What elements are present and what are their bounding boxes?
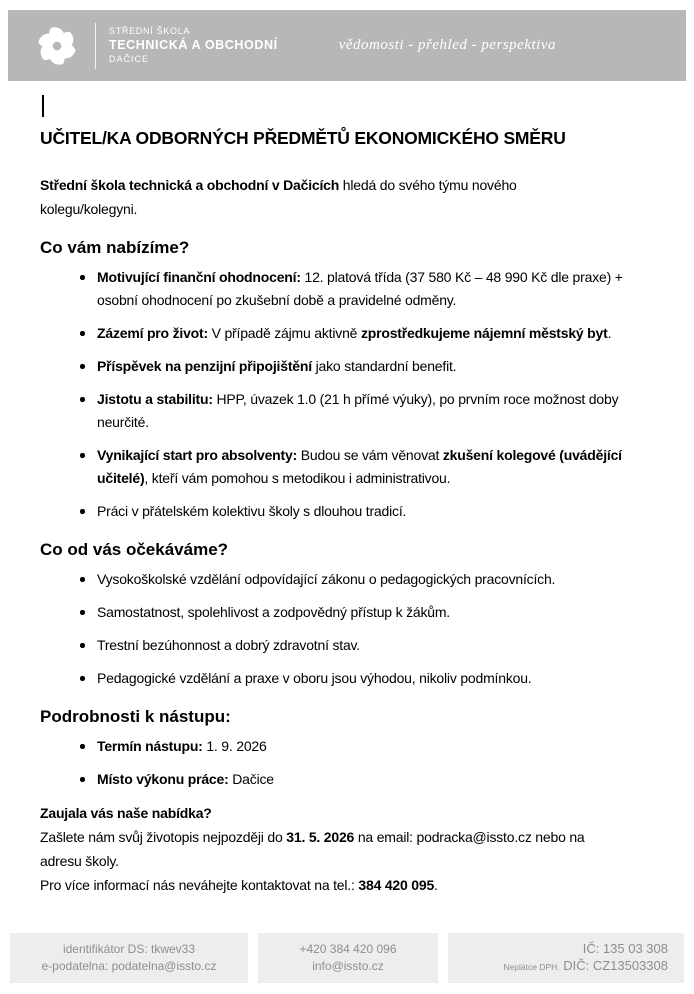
header-divider <box>95 23 96 69</box>
school-name-line3: DAČICE <box>109 53 150 64</box>
section-heading-offer: Co vám nabízíme? <box>40 238 190 257</box>
text-segment: Střední škola technická a obchodní v Dačicích <box>40 177 340 193</box>
text-segment: . <box>607 325 612 341</box>
closing-paragraph-1 <box>40 825 618 873</box>
section-heading-details: Podrobnosti k nástupu: <box>40 707 231 726</box>
ic-number: IČ: 135 03 308 <box>582 941 668 956</box>
list-item <box>75 667 632 690</box>
list-item <box>75 388 632 434</box>
list-item <box>75 500 632 523</box>
text-segment: Vysokoškolské vzdělání odpovídající zákonu o pedagogických pracovnících. <box>97 571 556 587</box>
text-segment: Příspěvek na penzijní připojištění <box>97 358 312 374</box>
school-name-line2: TECHNICKÁ A OBCHODNÍ <box>109 38 278 53</box>
text-segment: zprostředkujeme nájemní městský byt <box>360 325 608 341</box>
dic-number <box>448 957 668 976</box>
footer-box-databox <box>10 933 248 983</box>
expect-list <box>75 568 654 690</box>
text-segment: Jistotu a stabilitu: <box>97 391 213 407</box>
text-segment: Práci v přátelském kolektivu školy s dlouhou tradicí. <box>97 503 407 519</box>
page-title: UČITEL/KA ODBORNÝCH PŘEDMĚTŮ EKONOMICKÉHO SMĚRU <box>40 128 566 148</box>
text-segment: Pro více informací nás neváhejte kontaktovat na tel.: <box>40 877 359 893</box>
list-item <box>75 355 632 378</box>
document-body[interactable] <box>40 95 654 897</box>
list-item <box>75 634 632 657</box>
text-segment: Zašlete nám svůj životopis nejpozději do <box>40 829 287 845</box>
text-segment: Zázemí pro život: <box>97 325 208 341</box>
list-item <box>75 322 632 345</box>
vat-note: Neplátce DPH. <box>503 962 560 972</box>
e-podatelna-email: e-podatelna: podatelna@issto.cz <box>41 959 217 973</box>
info-email: info@issto.cz <box>312 959 384 973</box>
footer-box-contact <box>258 933 438 983</box>
text-segment: zkušení kolegové (uvádějící učitelé) <box>97 447 622 486</box>
text-segment: Vynikající start pro absolventy: <box>97 447 298 463</box>
text-segment: V případě zájmu aktivně <box>207 325 361 341</box>
list-item <box>75 444 632 490</box>
list-item <box>75 601 632 624</box>
school-pinwheel-logo-icon <box>34 23 80 69</box>
closing-question: Zaujala vás naše nabídka? <box>40 805 212 821</box>
intro-paragraph <box>40 173 602 221</box>
text-segment: Místo výkonu práce: <box>97 771 229 787</box>
text-segment: Trestní bezúhonnost a dobrý zdravotní stav. <box>97 637 360 653</box>
offer-list <box>75 266 654 523</box>
text-segment: 12. platová třída (37 580 Kč – 48 990 Kč dle praxe) + osobní ohodnocení po zkušební době a pravidelné odměny. <box>97 269 623 308</box>
text-segment: Budou se vám věnovat <box>297 447 443 463</box>
text-cursor <box>42 95 44 117</box>
text-segment: Pedagogické vzdělání a praxe v oboru jsou výhodou, nikoliv podmínkou. <box>97 670 532 686</box>
ds-identifier: identifikátor DS: tkwev33 <box>62 942 196 956</box>
section-heading-expect: Co od vás očekáváme? <box>40 540 229 559</box>
text-segment: Dačice <box>228 771 274 787</box>
footer <box>10 933 684 983</box>
header-banner <box>8 10 686 81</box>
text-segment: 1. 9. 2026 <box>202 738 267 754</box>
details-list <box>75 735 654 791</box>
text-segment: jako standardní benefit. <box>311 358 457 374</box>
closing-paragraph-2 <box>40 873 618 897</box>
text-segment: 31. 5. 2026 <box>286 829 355 845</box>
text-segment: 384 420 095 <box>358 877 435 893</box>
list-item <box>75 768 632 791</box>
text-segment: Termín nástupu: <box>97 738 203 754</box>
phone-number: +420 384 420 096 <box>299 942 397 956</box>
text-segment: HPP, úvazek 1.0 (21 h přímé výuky), po prvním roce možnost doby neurčité. <box>97 391 619 430</box>
text-segment: Samostatnost, spolehlivost a zodpovědný přístup k žákům. <box>97 604 450 620</box>
list-item <box>75 266 632 312</box>
footer-box-registry <box>448 933 684 983</box>
text-segment: . <box>434 877 438 893</box>
text-segment: na email: podracka@issto.cz nebo na adresu školy. <box>40 829 585 869</box>
text-segment: , kteří vám pomohou s metodikou i administrativou. <box>144 470 451 486</box>
text-segment: Motivující finanční ohodnocení: <box>97 269 301 285</box>
list-item <box>75 735 632 758</box>
school-name-line1: STŘEDNÍ ŠKOLA <box>109 26 191 37</box>
school-tagline: vědomosti - přehled - perspektiva <box>338 37 556 53</box>
school-name-block <box>109 27 278 64</box>
text-segment: hledá do svého týmu nového kolegu/kolegyni. <box>40 177 517 217</box>
list-item <box>75 568 632 591</box>
dic-value: DIČ: CZ13503308 <box>563 958 668 973</box>
